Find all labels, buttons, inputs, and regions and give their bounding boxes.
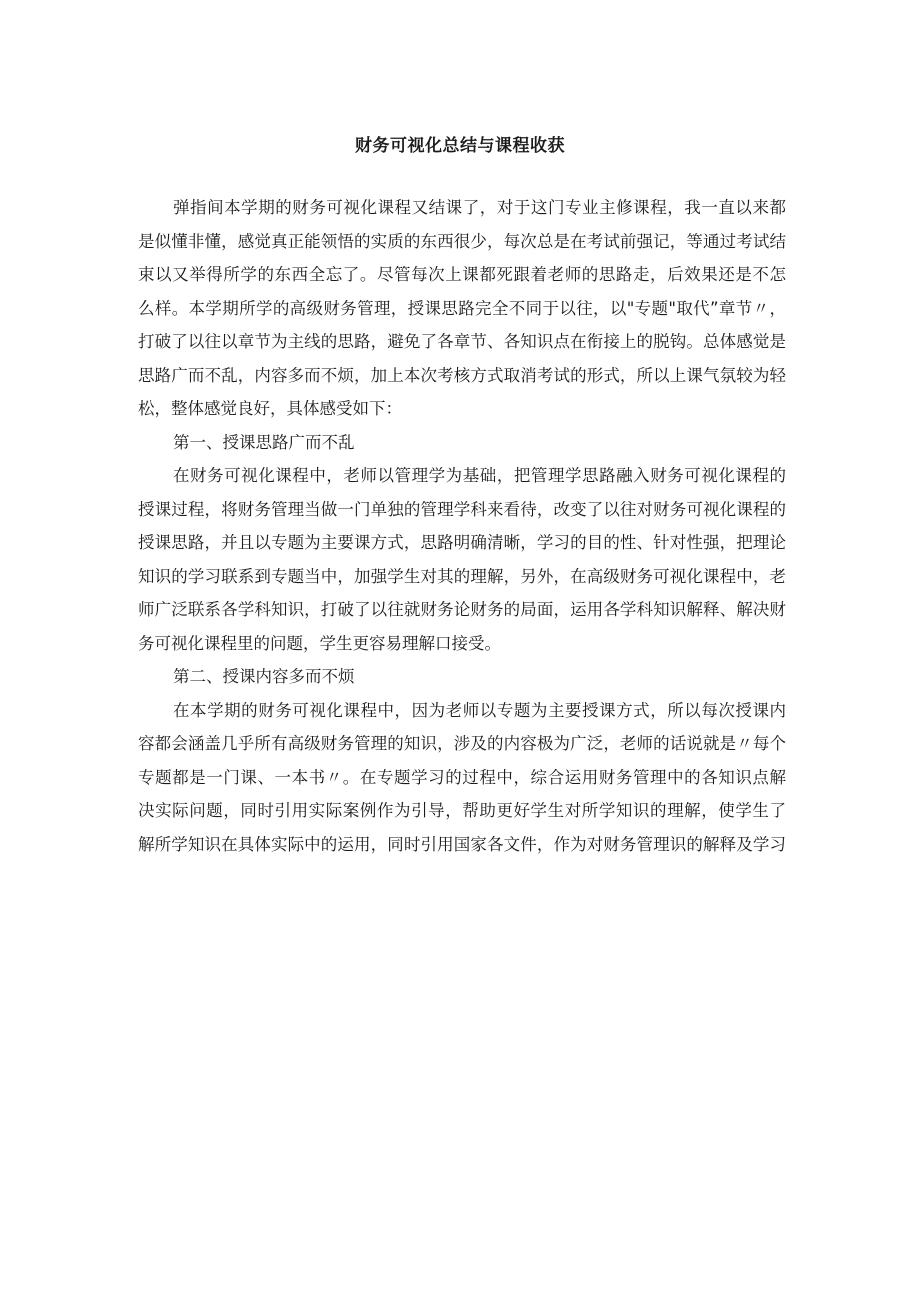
- text-line: 思路广而不乱，内容多而不烦，加上本次考核方式取消考试的形式，所以上课气氛较为轻: [138, 365, 786, 385]
- text-line: 解所学知识在具体实际中的运用，同时引用国家各文件，作为对财务管理识的解释及学习: [138, 834, 786, 854]
- document-body: [138, 196, 786, 866]
- text-line: 在财务可视化课程中，老师以管理学为基础，把管理学思路融入财务可视化课程的: [173, 466, 786, 485]
- text-line: 容都会涵盖几乎所有高级财务管理的知识，涉及的内容极为广泛，老师的话说就是〃每个: [138, 734, 786, 753]
- text-line: 第二、授课内容多而不烦: [173, 667, 355, 686]
- text-line: 弹指间本学期的财务可视化课程又结课了，对于这门专业主修课程，我一直以来都: [173, 198, 786, 217]
- text-line: 师广泛联系各学科知识，打破了以往就财务论财务的局面，运用各学科知识解释、解决财: [138, 600, 786, 619]
- text-line: 决实际问题，同时引用实际案例作为引导，帮助更好学生对所学知识的理解，使学生了: [138, 801, 786, 820]
- text-line: 在本学期的财务可视化课程中，因为老师以专题为主要授课方式，所以每次授课内: [173, 700, 786, 720]
- text-line: 么样。本学期所学的高级财务管理，授课思路完全不同于以往，以"专题"取代”章节〃，: [138, 298, 786, 318]
- text-line: 务可视化课程里的问题，学生更容易理解口接受。: [138, 633, 501, 653]
- text-line: 第一、授课思路广而不乱: [173, 432, 355, 452]
- text-line: 知识的学习联系到专题当中，加强学生对其的理解，另外，在高级财务可视化课程中，老: [138, 566, 786, 586]
- text-line: 束以又举得所学的东西全忘了。尽管每次上课都死跟着老师的思路走，后效果还是不怎: [138, 265, 786, 284]
- text-line: 授课思路，并且以专题为主要课方式，思路明确清晰，学习的目的性、针对性强，把理论: [138, 533, 786, 552]
- text-line: 是似懂非懂，感觉真正能领悟的实质的东西很少，每次总是在考试前强记，等通过考试结: [138, 231, 786, 251]
- document-title: 财务可视化总结与课程收获: [355, 136, 565, 156]
- text-line: 授课过程，将财务管理当做一门单独的管理学科来看待，改变了以往对财务可视化课程的: [138, 499, 786, 519]
- text-line: 打破了以往以章节为主线的思路，避免了各章节、各知识点在衔接上的脱钩。总体感觉是: [138, 332, 786, 351]
- text-line: 松，整体感觉良好，具体感受如下：: [138, 399, 402, 418]
- text-line: 专题都是一门课、一本书〃。在专题学习的过程中，综合运用财务管理中的各知识点解: [138, 767, 786, 787]
